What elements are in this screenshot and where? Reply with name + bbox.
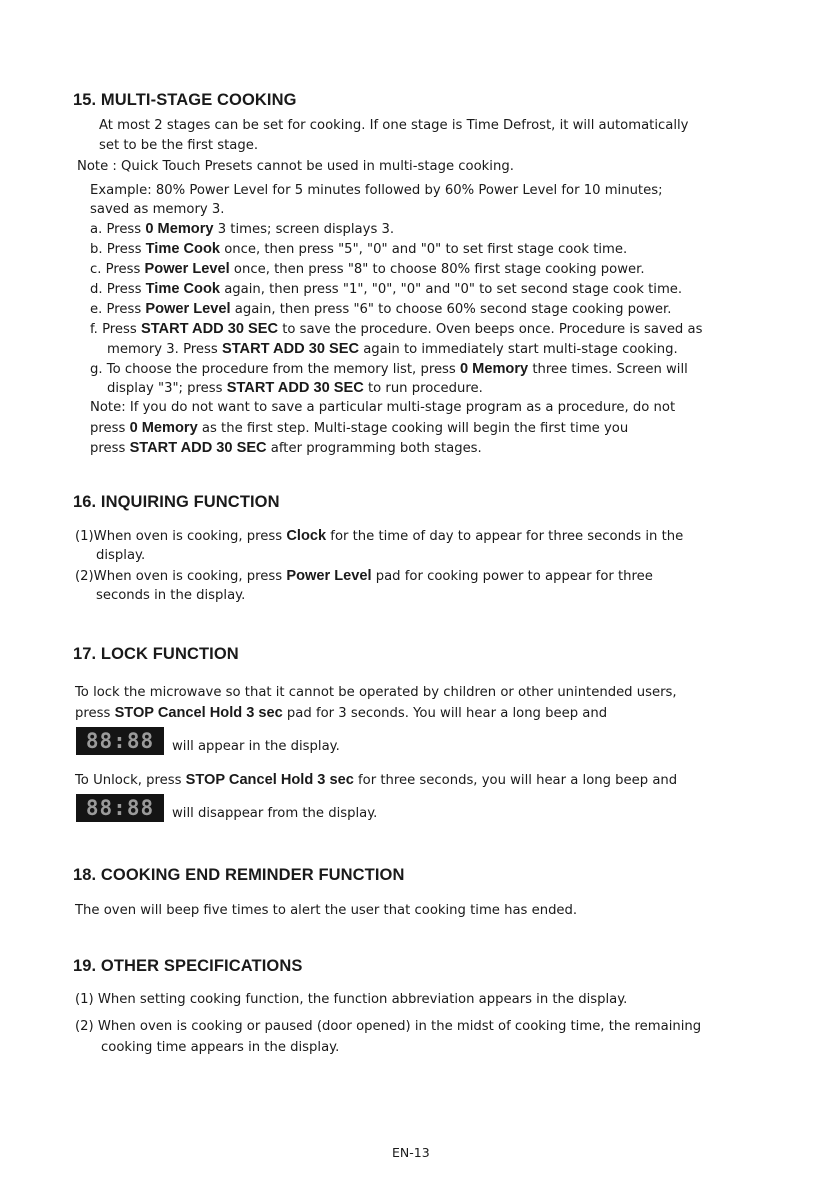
s17-lock-line-2: press STOP Cancel Hold 3 sec pad for 3 seconds. You will hear a long beep and bbox=[75, 705, 608, 721]
key-time-cook: Time Cook bbox=[145, 281, 220, 297]
s15-step-f-line-1: f. Press START ADD 30 SEC to save the procedure. Oven beeps once. Procedure is saved as bbox=[90, 321, 703, 337]
s15-note: Note : Quick Touch Presets cannot be used in multi-stage cooking. bbox=[77, 159, 514, 174]
s17-lock-line-3: will appear in the display. bbox=[172, 739, 340, 754]
key-memory: 0 Memory bbox=[460, 361, 529, 377]
key-time-cook: Time Cook bbox=[145, 241, 220, 257]
s15-step-b: b. Press Time Cook once, then press "5", "0" and "0" to set first stage cook time. bbox=[90, 241, 628, 257]
s17-unlock-line-1: To Unlock, press STOP Cancel Hold 3 sec for three seconds, you will hear a long beep and bbox=[75, 772, 678, 788]
s19-item-2-line-2: cooking time appears in the display. bbox=[101, 1040, 340, 1055]
unlock-display-icon bbox=[76, 794, 164, 822]
key-power-level: Power Level bbox=[145, 301, 231, 317]
s15-step-a: a. Press 0 Memory 3 times; screen displays 3. bbox=[90, 221, 395, 237]
s15-step-d: d. Press Time Cook again, then press "1", "0", "0" and "0" to set second stage cook time. bbox=[90, 281, 683, 297]
lock-display-icon bbox=[76, 727, 164, 755]
lcd-digits: 88:88 bbox=[85, 795, 155, 820]
key-memory: 0 Memory bbox=[129, 420, 198, 436]
key-clock: Clock bbox=[286, 528, 327, 544]
key-start: START ADD 30 SEC bbox=[129, 440, 267, 456]
key-start: START ADD 30 SEC bbox=[226, 380, 364, 396]
s15-note2-line-3: press START ADD 30 SEC after programming both stages. bbox=[90, 440, 482, 456]
s19-item-1: (1) When setting cooking function, the function abbreviation appears in the display. bbox=[75, 992, 628, 1007]
section-17-heading: 17. LOCK FUNCTION bbox=[73, 645, 239, 663]
s19-item-2-line-1: (2) When oven is cooking or paused (door opened) in the midst of cooking time, the remaining bbox=[75, 1019, 702, 1034]
section-15-heading: 15. MULTI-STAGE COOKING bbox=[73, 91, 297, 109]
s15-intro-line-1: At most 2 stages can be set for cooking. If one stage is Time Defrost, it will automatically bbox=[99, 118, 689, 133]
key-power-level: Power Level bbox=[286, 568, 372, 584]
s15-note2-line-2: press 0 Memory as the first step. Multi-stage cooking will begin the first time you bbox=[90, 420, 629, 436]
s16-item-1-line-1: (1)When oven is cooking, press Clock for the time of day to appear for three seconds in the bbox=[75, 528, 684, 544]
s15-step-g-line-1: g. To choose the procedure from the memory list, press 0 Memory three times. Screen will bbox=[90, 361, 688, 377]
section-19-heading: 19. OTHER SPECIFICATIONS bbox=[73, 957, 303, 975]
s15-note2-line-1: Note: If you do not want to save a particular multi-stage program as a procedure, do not bbox=[90, 400, 676, 415]
lcd-digits: 88:88 bbox=[85, 728, 155, 753]
s17-unlock-line-2: will disappear from the display. bbox=[172, 806, 378, 821]
key-stop-cancel: STOP Cancel Hold 3 sec bbox=[114, 705, 283, 721]
key-start: START ADD 30 SEC bbox=[221, 341, 360, 357]
section-18-heading: 18. COOKING END REMINDER FUNCTION bbox=[73, 866, 405, 884]
s16-item-2-line-2: seconds in the display. bbox=[96, 588, 246, 603]
key-power-level: Power Level bbox=[144, 261, 230, 277]
key-memory: 0 Memory bbox=[145, 221, 214, 237]
s16-item-1-line-2: display. bbox=[96, 548, 146, 563]
s17-lock-line-1: To lock the microwave so that it cannot be operated by children or other unintended users, bbox=[75, 685, 677, 700]
s15-step-g-line-2: display "3"; press START ADD 30 SEC to run procedure. bbox=[107, 380, 483, 396]
s18-text: The oven will beep five times to alert the user that cooking time has ended. bbox=[75, 903, 578, 918]
s15-step-f-line-2: memory 3. Press START ADD 30 SEC again to immediately start multi-stage cooking. bbox=[107, 341, 678, 357]
s15-step-e: e. Press Power Level again, then press "6" to choose 60% second stage cooking power. bbox=[90, 301, 672, 317]
s16-item-2-line-1: (2)When oven is cooking, press Power Level pad for cooking power to appear for three bbox=[75, 568, 653, 584]
page-number: EN-13 bbox=[392, 1145, 430, 1160]
key-stop-cancel: STOP Cancel Hold 3 sec bbox=[185, 772, 354, 788]
s15-example-line-1: Example: 80% Power Level for 5 minutes followed by 60% Power Level for 10 minutes; bbox=[90, 183, 663, 198]
s15-example-line-2: saved as memory 3. bbox=[90, 202, 225, 217]
s15-step-c: c. Press Power Level once, then press "8" to choose 80% first stage cooking power. bbox=[90, 261, 645, 277]
section-16-heading: 16. INQUIRING FUNCTION bbox=[73, 493, 280, 511]
key-start: START ADD 30 SEC bbox=[140, 321, 279, 337]
s15-intro-line-2: set to be the first stage. bbox=[99, 138, 259, 153]
